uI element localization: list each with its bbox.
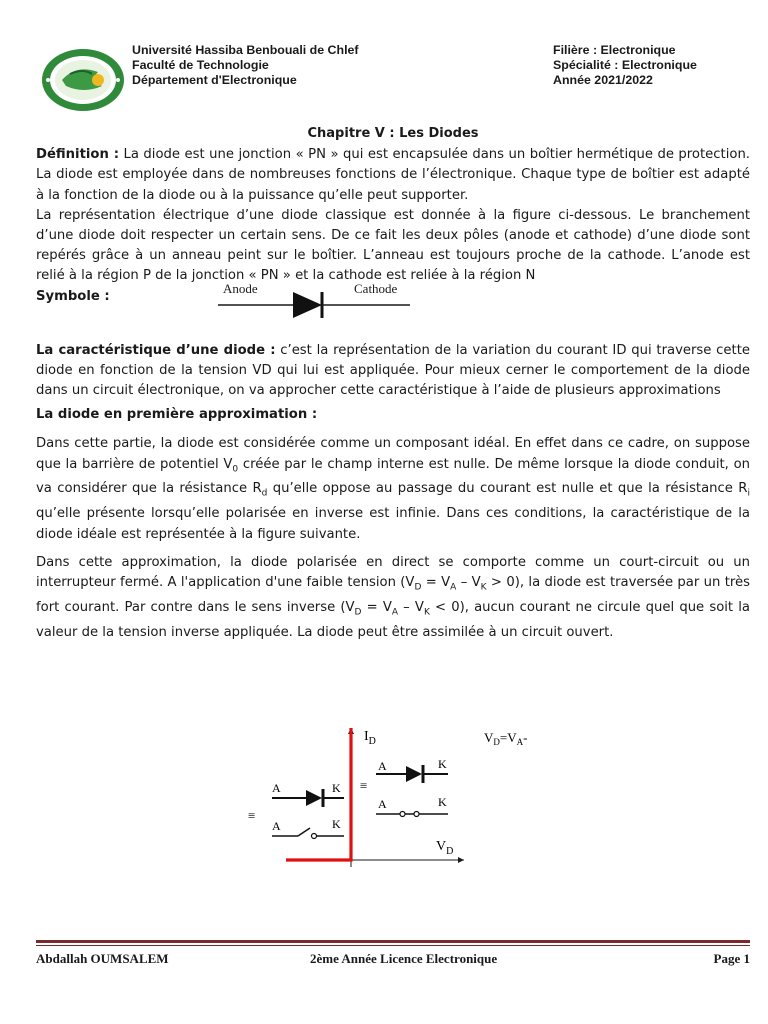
- text-fragment: – V: [398, 599, 424, 615]
- section-title: La diode en première approximation :: [36, 407, 318, 423]
- ideal-diode-characteristic-figure: [236, 722, 556, 872]
- cathode-label: Cathode: [354, 280, 398, 296]
- footer-author: Abdallah OUMSALEM: [36, 951, 169, 966]
- text-fragment: qu’elle oppose au passage du courant est nulle et que la résistance R: [267, 481, 748, 497]
- university-name: Université Hassiba Benbouali de Chlef: [132, 43, 359, 57]
- footer-page-number: Page 1: [713, 951, 750, 966]
- id-sub: D: [368, 736, 376, 747]
- cathode-k-right: K: [438, 757, 447, 771]
- anode-a-right: A: [378, 759, 387, 773]
- eq-part: =V: [499, 730, 517, 745]
- equivalent-sign-right: ≡: [360, 778, 368, 793]
- chapter-title: Chapitre V : Les Diodes: [307, 126, 479, 141]
- footer-rule: [36, 940, 750, 943]
- vd-sub: D: [446, 846, 454, 857]
- vd-main: V: [436, 839, 447, 854]
- first-approx-paragraph: [36, 434, 750, 544]
- page-footer: [36, 940, 750, 971]
- anode-a-left: A: [272, 781, 281, 795]
- eq-sub: D: [493, 737, 500, 747]
- anode-label: Anode: [223, 280, 258, 296]
- text-fragment: créée par le champ interne est nulle. De même lorsque la diode conduit, on va considérer que la résistance R: [36, 456, 750, 497]
- subscript: D: [414, 582, 422, 593]
- equivalent-sign-left: ≡: [248, 808, 256, 823]
- eq-part: V: [484, 730, 494, 745]
- behaviour-paragraph: [36, 553, 750, 643]
- university-logo-icon: [40, 46, 126, 114]
- switch-k-right: K: [438, 795, 447, 809]
- text-fragment: Dans cette approximation, la diode polarisée en direct se comporte comme un court-circuit ou un interrupteur fermé. A l'application d'une faible tension (V: [36, 554, 750, 590]
- switch-a-left: A: [272, 819, 281, 833]
- id-axis-label: [364, 729, 376, 747]
- definition-label: Définition :: [36, 147, 120, 163]
- text-fragment: = V: [421, 574, 451, 590]
- symbole-label: Symbole :: [36, 288, 110, 304]
- switch-a-right: A: [378, 797, 387, 811]
- subscript: d: [261, 489, 268, 500]
- document-body: [36, 124, 750, 643]
- switch-k-left: K: [332, 817, 341, 831]
- text-fragment: – V: [456, 574, 481, 590]
- caracteristique-label: La caractéristique d’une diode :: [36, 342, 276, 358]
- department-name: Département d'Electronique: [132, 73, 297, 87]
- definition-paragraph: [36, 145, 750, 206]
- header-institution: [132, 43, 359, 88]
- representation-paragraph: La représentation électrique d’une diode classique est donnée à la figure ci-dessous. Le branchement d’une diode doit respecter un certain sens. De ce fait les deux pôles (anode et cathode) d’une diode sont repérés grâce à un anneau peint sur le boîtier. L’anneau est toujours proche de la cathode. L’anode est relié à la région P de la jonction « PN » et la cathode est reliée à la région N: [36, 207, 750, 284]
- subscript: 0: [232, 464, 239, 475]
- eq-part: -: [523, 730, 528, 745]
- text-fragment: Dans cette partie, la diode est considérée comme un composant idéal. En effet dans ce cadre, on suppose que la barrière de potentiel V: [36, 436, 750, 472]
- vd-equals-va-label: [484, 730, 527, 747]
- diode-symbol-row: [36, 280, 750, 327]
- subscript: K: [480, 582, 487, 593]
- subscript: D: [354, 607, 362, 618]
- caracteristique-text: c’est la représentation de la variation du courant ID qui traverse cette diode en fonction de la tension VD qui lui est appliquée. Pour mieux cerner le comportement de la diode dans un circuit électronique, on va approcher cette caractéristique à l’aide de plusieurs approximations: [36, 342, 750, 399]
- header-program: [553, 43, 697, 88]
- subscript: i: [747, 489, 750, 500]
- subscript: A: [391, 607, 399, 618]
- specialite: Spécialité : Electronique: [553, 58, 697, 72]
- definition-text: La diode est une jonction « PN » qui est encapsulée dans un boîtier hermétique de protection. La diode est employée dans de nombreuses fonctions de l’électronique. Chaque type de boîtier est adapté à la fonction de la diode ou à la puissance qu’elle peut supporter.: [36, 147, 750, 203]
- diode-symbol-icon: [218, 280, 438, 324]
- caracteristique-paragraph: [36, 341, 750, 402]
- vd-axis-label: [436, 839, 453, 857]
- annee: Année 2021/2022: [553, 73, 653, 87]
- subscript: K: [423, 607, 430, 618]
- filiere: Filière : Electronique: [553, 43, 676, 57]
- text-fragment: = V: [361, 599, 392, 615]
- footer-course: 2ème Année Licence Electronique: [310, 951, 498, 966]
- eq-sub: A: [516, 737, 524, 747]
- text-fragment: qu’elle présente lorsqu’elle polarisée en inverse est infinie. Dans ces conditions, la caractéristique de la diode idéale est représentée à la figure suivante.: [36, 506, 750, 542]
- faculty-name: Faculté de Technologie: [132, 58, 269, 72]
- id-main: I: [364, 729, 369, 744]
- page-header: [0, 40, 768, 110]
- text-fragment: < 0), aucun courant ne circule quel que soit la valeur de la tension inverse appliquée. La diode peut être assimilée à un circuit ouvert.: [36, 599, 750, 640]
- subscript: A: [450, 582, 457, 593]
- footer-row: [36, 951, 750, 971]
- text-fragment: > 0), la diode est traversée par un très fort courant. Par contre dans le sens inverse (V: [36, 574, 750, 615]
- characteristic-curve: [286, 728, 351, 860]
- footer-rule-thin: [36, 945, 750, 946]
- cathode-k-left: K: [332, 781, 341, 795]
- closed-switch-icon-right: [376, 812, 448, 817]
